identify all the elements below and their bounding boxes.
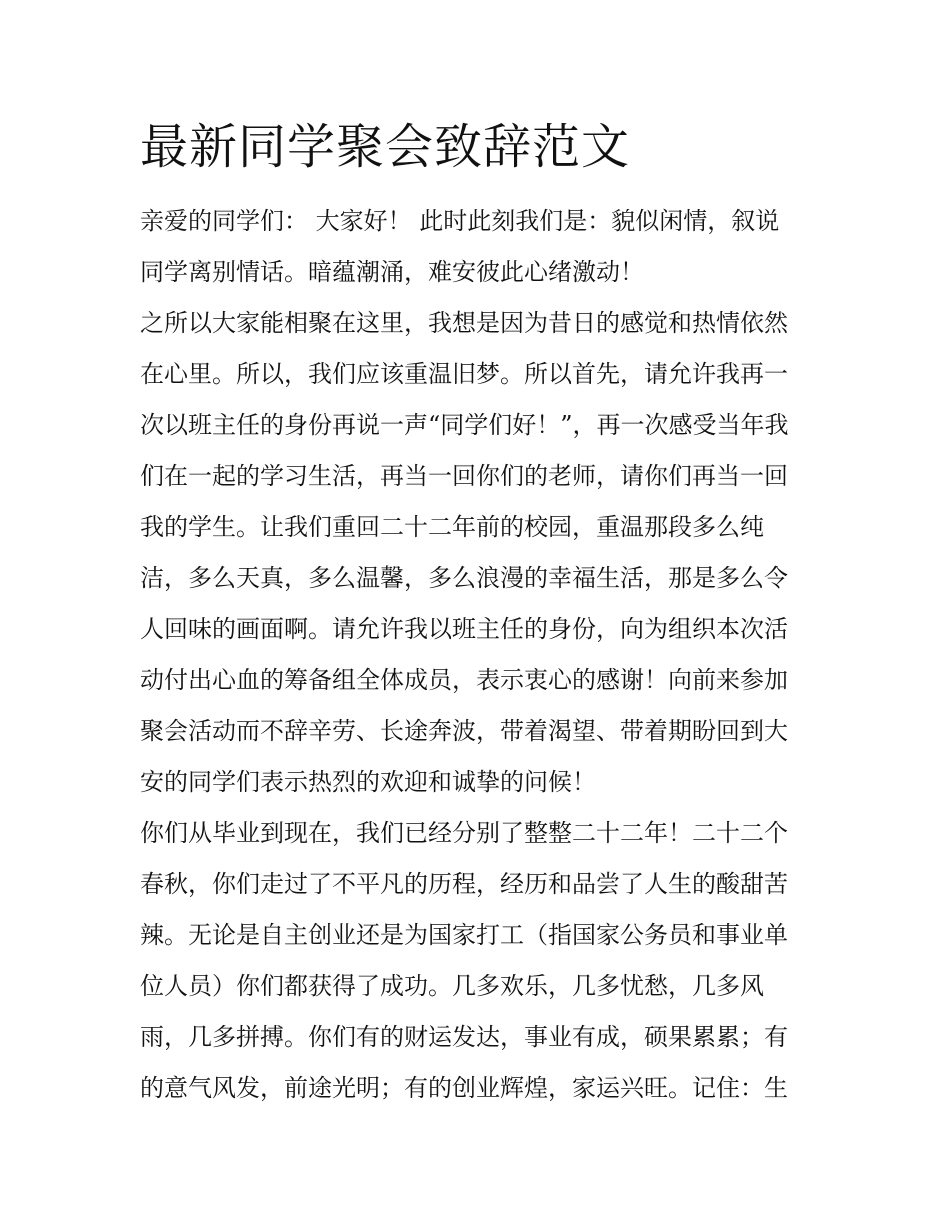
text-line: 同学离别情话。暗蕴潮涌，难安彼此心绪激动！ [140,258,644,286]
document-body [140,196,812,1114]
text-line: 亲爱的同学们： 大家好！ 此时此刻我们是：貌似闲情，叙说 [140,207,780,235]
document-page [140,112,812,1114]
paragraph-reflection [140,808,812,1114]
text-line: 之所以大家能相聚在这里，我想是因为昔日的感觉和热情依然 [140,309,788,337]
text-line: 位人员）你们都获得了成功。几多欢乐，几多忧愁，几多风 [140,972,764,1000]
text-line: 雨，几多拼搏。你们有的财运发达，事业有成，硕果累累；有 [140,1023,788,1051]
text-line: 次以班主任的身份再说一声“同学们好！”，再一次感受当年我 [140,411,789,439]
text-line: 春秋，你们走过了不平凡的历程，经历和品尝了人生的酸甜苦 [140,870,788,898]
text-line: 动付出心血的筹备组全体成员，表示衷心的感谢！向前来参加 [140,666,788,694]
text-line: 洁，多么天真，多么温馨，多么浪漫的幸福生活，那是多么令 [140,564,788,592]
paragraph-welcome [140,298,812,808]
text-line: 辣。无论是自主创业还是为国家打工（指国家公务员和事业单 [140,921,788,949]
text-line: 们在一起的学习生活，再当一回你们的老师，请你们再当一回 [140,462,788,490]
text-line: 人回味的画面啊。请允许我以班主任的身份，向为组织本次活 [140,615,788,643]
document-title: 最新同学聚会致辞范文 [140,119,631,175]
text-line: 你们从毕业到现在，我们已经分别了整整二十二年！二十二个 [140,819,788,847]
paragraph-greeting [140,196,812,298]
text-line: 聚会活动而不辞辛劳、长途奔波，带着渴望、带着期盼回到大 [140,717,788,745]
text-line: 在心里。所以，我们应该重温旧梦。所以首先，请允许我再一 [140,360,788,388]
text-line: 安的同学们表示热烈的欢迎和诚挚的问候！ [140,768,596,796]
text-line: 的意气风发，前途光明；有的创业辉煌，家运兴旺。记住：生 [140,1074,788,1102]
text-line: 我的学生。让我们重回二十二年前的校园，重温那段多么纯 [140,513,764,541]
